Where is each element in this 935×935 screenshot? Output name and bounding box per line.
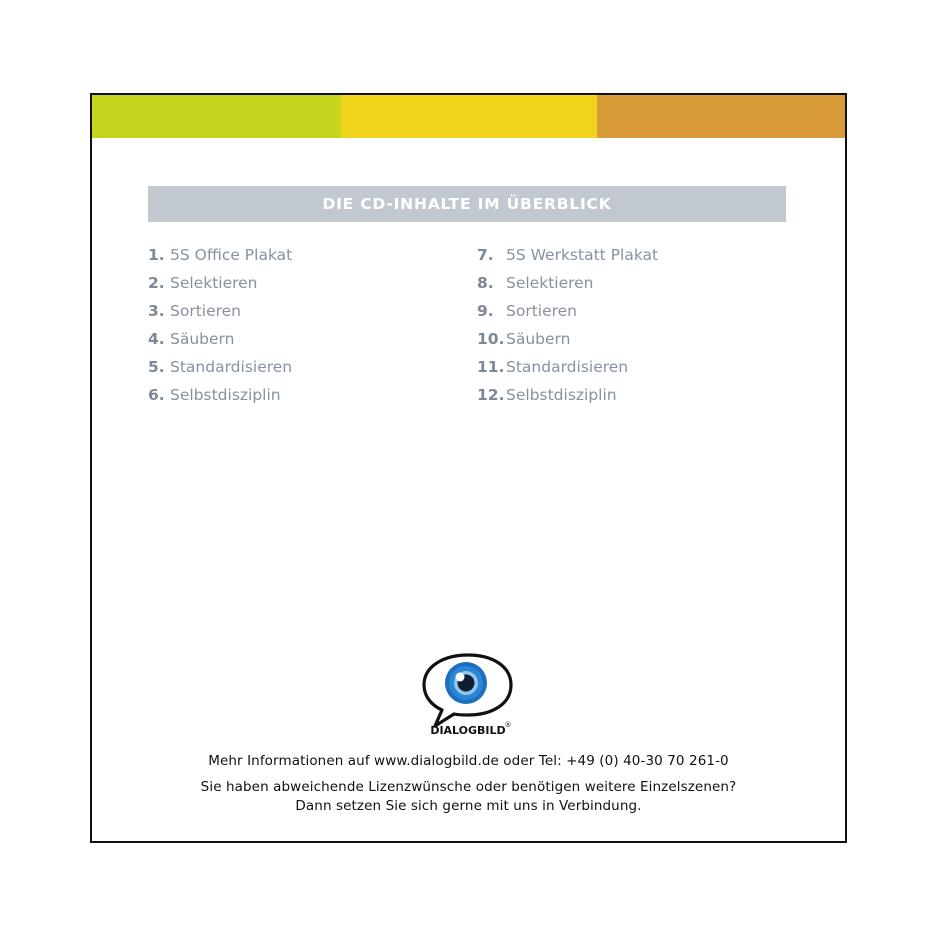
cd-insert-card bbox=[90, 93, 847, 843]
list-item bbox=[477, 269, 658, 297]
color-stripe-bar bbox=[92, 95, 845, 138]
item-number: 7. bbox=[477, 246, 494, 264]
list-item bbox=[477, 325, 658, 353]
item-label: 5S Office Plakat bbox=[170, 246, 293, 264]
item-label: Selektieren bbox=[170, 274, 258, 292]
item-number: 8. bbox=[477, 274, 494, 292]
footer-license-question: Sie haben abweichende Lizenzwünsche oder benötigen weitere Einzelszenen? bbox=[200, 779, 737, 795]
list-item bbox=[477, 353, 658, 381]
item-number: 11. bbox=[477, 358, 505, 376]
item-label: Sortieren bbox=[170, 302, 242, 320]
item-label: Standardisieren bbox=[506, 358, 629, 376]
item-label: Sortieren bbox=[506, 302, 578, 320]
item-number: 3. bbox=[148, 302, 165, 320]
item-label: Selbstdisziplin bbox=[170, 386, 281, 404]
item-number: 9. bbox=[477, 302, 494, 320]
list-item bbox=[477, 241, 658, 269]
registered-mark: ® bbox=[504, 721, 512, 729]
item-number: 4. bbox=[148, 330, 165, 348]
footer-contact-line: Mehr Informationen auf www.dialogbild.de oder Tel: +49 (0) 40-30 70 261-0 bbox=[208, 753, 729, 769]
item-label: Selbstdisziplin bbox=[506, 386, 617, 404]
stripe-yellow bbox=[341, 95, 597, 138]
item-number: 12. bbox=[477, 386, 505, 404]
contents-list-left bbox=[148, 241, 292, 409]
dialogbild-logo bbox=[420, 652, 516, 742]
footer-contact-invite: Dann setzen Sie sich gerne mit uns in Verbindung. bbox=[295, 798, 642, 814]
stripe-orange bbox=[597, 95, 845, 138]
list-item bbox=[477, 297, 658, 325]
item-number: 1. bbox=[148, 246, 165, 264]
list-item bbox=[148, 297, 292, 325]
contents-heading: DIE CD-INHALTE IM ÜBERBLICK bbox=[148, 186, 786, 222]
item-number: 5. bbox=[148, 358, 165, 376]
item-number: 2. bbox=[148, 274, 165, 292]
speech-bubble-eye-icon bbox=[420, 652, 516, 742]
item-label: Selektieren bbox=[506, 274, 594, 292]
logo-text: DIALOGBILD bbox=[430, 724, 506, 737]
item-number: 6. bbox=[148, 386, 165, 404]
contents-list-right bbox=[477, 241, 658, 409]
item-label: Standardisieren bbox=[170, 358, 293, 376]
list-item bbox=[477, 381, 658, 409]
list-item bbox=[148, 353, 292, 381]
list-item bbox=[148, 325, 292, 353]
item-label: Säubern bbox=[170, 330, 235, 348]
list-item bbox=[148, 381, 292, 409]
list-item bbox=[148, 269, 292, 297]
stripe-green bbox=[92, 95, 341, 138]
item-number: 10. bbox=[477, 330, 505, 348]
item-label: Säubern bbox=[506, 330, 571, 348]
list-item bbox=[148, 241, 292, 269]
item-label: 5S Werkstatt Plakat bbox=[506, 246, 659, 264]
